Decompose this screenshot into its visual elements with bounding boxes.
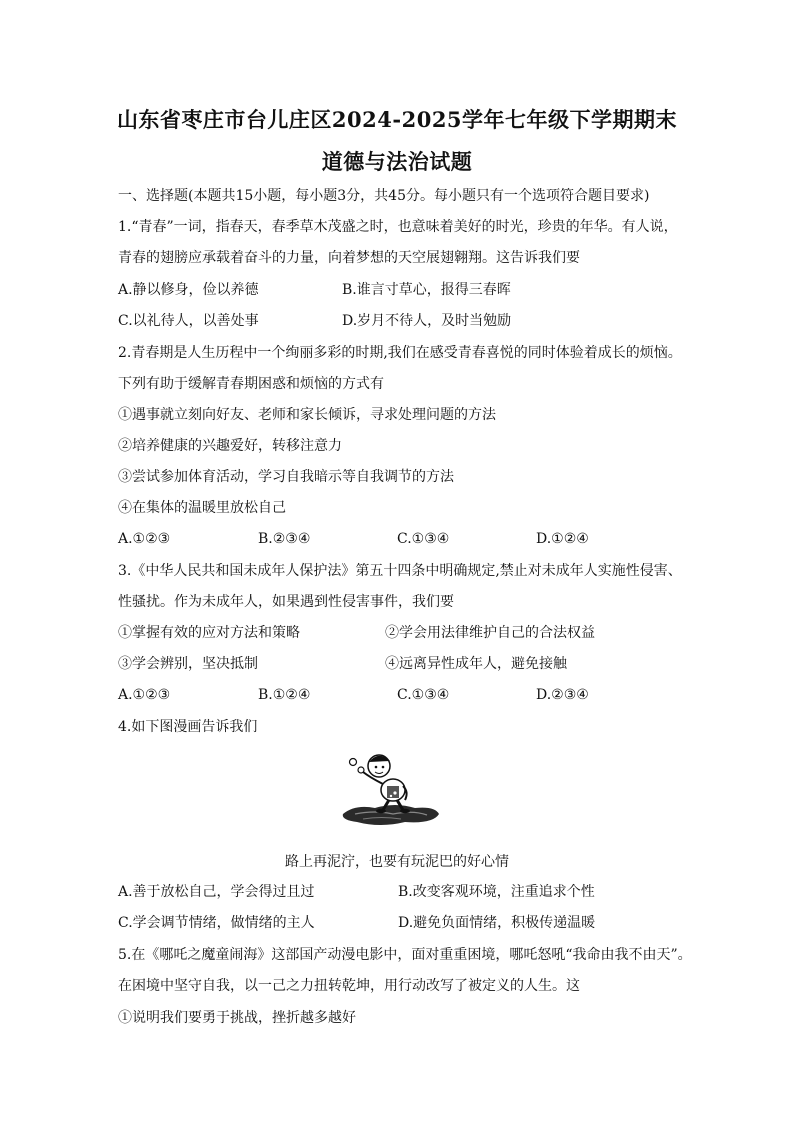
question-3-option-d: D.②③④	[536, 687, 589, 703]
question-4-option-a: A.善于放松自己，学会得过且过	[118, 884, 315, 900]
exam-subtitle: 道德与法治试题	[321, 149, 473, 174]
question-4-option-b: B.改变客观环境，注重追求个性	[398, 884, 595, 900]
question-5-statement-1: ①说明我们要勇于挑战，挫折越多越好	[118, 1010, 356, 1026]
question-4-option-d: D.避免负面情绪，积极传递温暖	[398, 915, 596, 931]
question-3-option-a: A.①②③	[118, 687, 171, 703]
question-3-statement-4: ④远离异性成年人，避免接触	[385, 656, 567, 672]
question-1-option-c: C.以礼待人，以善处事	[118, 313, 259, 329]
question-2-statement-2: ②培养健康的兴趣爱好，转移注意力	[118, 438, 342, 454]
question-2-option-c: C.①③④	[397, 531, 450, 547]
question-3-option-b: B.①②④	[258, 687, 311, 703]
question-4-stem: 4.如下图漫画告诉我们	[118, 719, 258, 735]
question-3-stem-cont: 性骚扰。作为未成年人，如果遇到性侵害事件，我们要	[118, 594, 454, 610]
question-1-option-b: B.谁言寸草心，报得三春晖	[342, 282, 511, 298]
question-2-statement-1: ①遇事就立刻向好友、老师和家长倾诉，寻求处理问题的方法	[118, 407, 496, 423]
question-2-statement-3: ③尝试参加体育活动，学习自我暗示等自我调节的方法	[118, 469, 454, 485]
question-3-statement-3: ③学会辨别，坚决抵制	[118, 656, 258, 672]
question-5-stem-cont: 在困境中坚守自我，以一己之力扭转乾坤，用行动改写了被定义的人生。这	[118, 978, 580, 994]
question-3-statement-1: ①掌握有效的应对方法和策略	[118, 625, 300, 641]
question-1-stem: 1.“青春”一词，指春天，春季草木茂盛之时，也意味着美好的时光，珍贵的年华。有人说，	[118, 219, 678, 235]
question-3-option-c: C.①③④	[397, 687, 450, 703]
question-4-option-c: C.学会调节情绪，做情绪的主人	[118, 915, 315, 931]
question-3-stem: 3.《中华人民共和国未成年人保护法》第五十四条中明确规定,禁止对未成年人实施性侵害、	[118, 563, 682, 579]
question-2-option-d: D.①②④	[536, 531, 589, 547]
question-1-stem-cont: 青春的翅膀应承载着奋斗的力量，向着梦想的天空展翅翱翔。这告诉我们要	[118, 250, 580, 266]
question-5-stem: 5.在《哪吒之魔童闹海》这部国产动漫电影中，面对重重困境，哪吒怒吼“我命由我不由天”。	[118, 947, 692, 963]
cartoon-caption: 路上再泥泞，也要有玩泥巴的好心情	[285, 854, 509, 870]
cartoon-illustration	[335, 748, 445, 830]
question-2-option-a: A.①②③	[118, 531, 171, 547]
exam-title: 山东省枣庄市台儿庄区2024-2025学年七年级下学期期末	[116, 107, 678, 132]
question-2-stem-cont: 下列有助于缓解青春期困惑和烦恼的方式有	[118, 376, 384, 392]
section-heading: 一、选择题(本题共15小题，每小题3分，共45分。每小题只有一个选项符合题目要求)	[118, 188, 650, 204]
question-3-statement-2: ②学会用法律维护自己的合法权益	[385, 625, 595, 641]
question-1-option-a: A.静以修身，俭以养德	[118, 282, 259, 298]
question-2-stem: 2.青春期是人生历程中一个绚丽多彩的时期,我们在感受青春喜悦的同时体验着成长的烦恼。	[118, 345, 682, 361]
question-2-statement-4: ④在集体的温暖里放松自己	[118, 500, 286, 516]
question-2-option-b: B.②③④	[258, 531, 311, 547]
question-1-option-d: D.岁月不待人，及时当勉励	[342, 313, 512, 329]
